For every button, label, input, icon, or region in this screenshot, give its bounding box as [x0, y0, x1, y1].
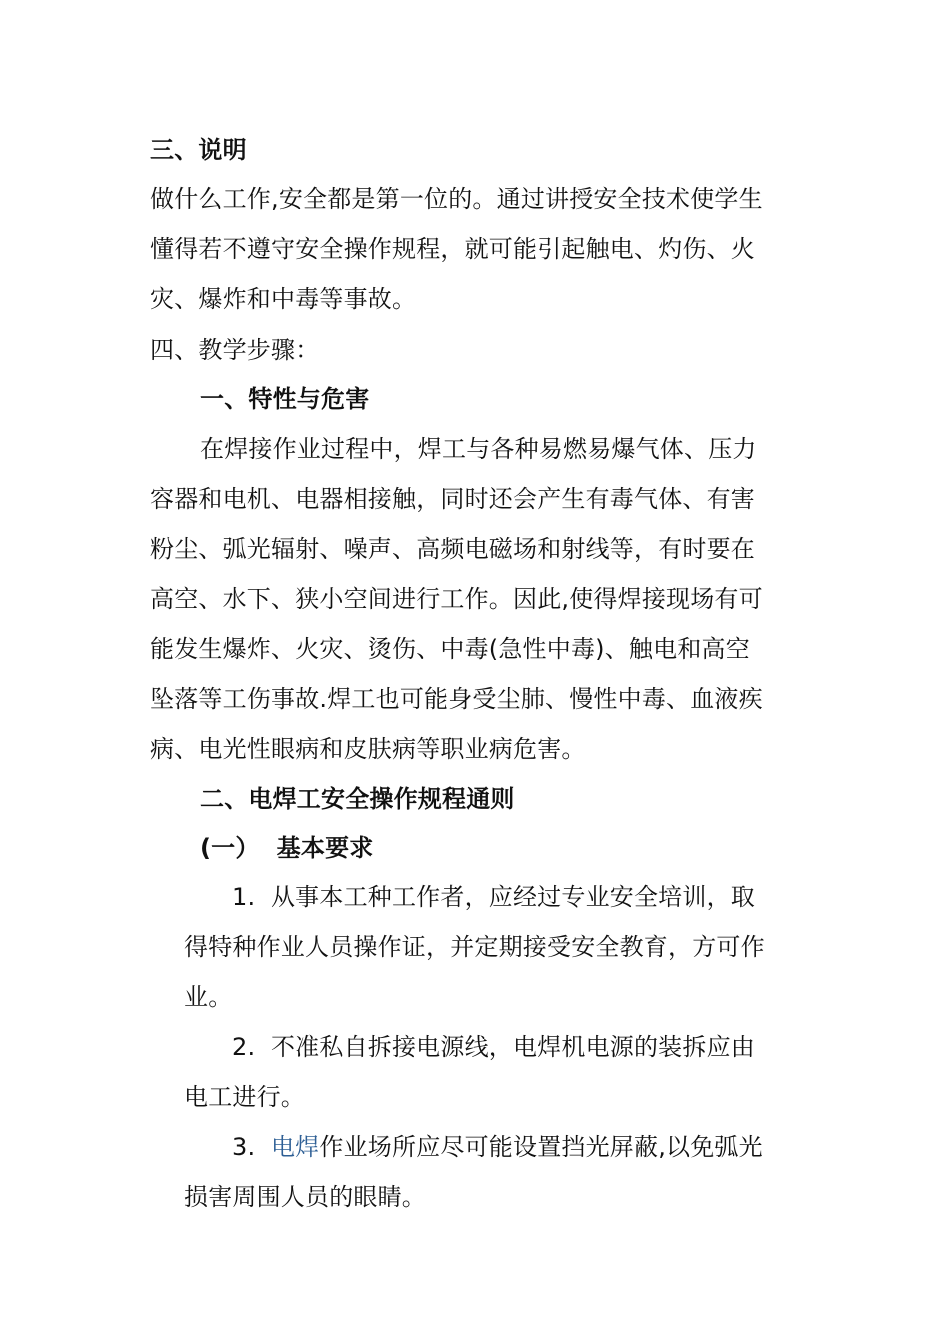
item-3-first-line: [232, 1132, 763, 1162]
section3-line-2: 懂得若不遵守安全操作规程，就可能引起触电、灼伤、火: [150, 235, 755, 263]
item-1-line-2: 得特种作业人员操作证，并定期接受安全教育，方可作: [184, 933, 765, 961]
part2-subheading: (一） 基本要求: [200, 834, 374, 862]
item-2-line-1: 不准私自拆接电源线，电焊机电源的装拆应由: [270, 1033, 755, 1061]
part1-heading: 一、特性与危害: [200, 385, 370, 413]
section3-line-3: 灾、爆炸和中毒等事故。: [150, 285, 417, 313]
part1-line-2: 容器和电机、电器相接触，同时还会产生有毒气体、有害: [150, 485, 755, 513]
item-1-line-3: 业。: [184, 983, 233, 1011]
item-1-line-1: 从事本工种工作者，应经过专业安全培训，取: [270, 883, 755, 911]
section3-heading: 三、说明: [150, 136, 247, 164]
part1-line-5: 能发生爆炸、火灾、烫伤、中毒(急性中毒)、触电和高空: [150, 635, 750, 663]
section3-line-1: 做什么工作,安全都是第一位的。通过讲授安全技术使学生: [150, 185, 763, 213]
item-3-line-2: 损害周围人员的眼睛。: [184, 1183, 426, 1211]
item-3-number: 3.: [232, 1133, 256, 1161]
welding-link[interactable]: 电焊: [270, 1133, 320, 1161]
part1-line-7: 病、电光性眼病和皮肤病等职业病危害。: [150, 735, 586, 763]
item-2-number: 2.: [232, 1033, 256, 1061]
part1-line-1: 在焊接作业过程中，焊工与各种易燃易爆气体、压力: [200, 435, 757, 463]
item-1-number: 1.: [232, 883, 256, 911]
part2-heading: 二、电焊工安全操作规程通则: [200, 785, 515, 813]
part1-line-6: 坠落等工伤事故.焊工也可能身受尘肺、慢性中毒、血液疾: [150, 685, 763, 713]
item-3-line-1: 作业场所应尽可能设置挡光屏蔽,以免弧光: [319, 1133, 763, 1161]
section4-heading: 四、教学步骤：: [150, 336, 320, 364]
part1-line-4: 高空、水下、狭小空间进行工作。因此,使得焊接现场有可: [150, 585, 763, 613]
part1-line-3: 粉尘、弧光辐射、噪声、高频电磁场和射线等，有时要在: [150, 535, 755, 563]
item-2-line-2: 电工进行。: [184, 1083, 305, 1111]
item-1-first-line: [232, 882, 755, 912]
item-2-first-line: [232, 1032, 755, 1062]
